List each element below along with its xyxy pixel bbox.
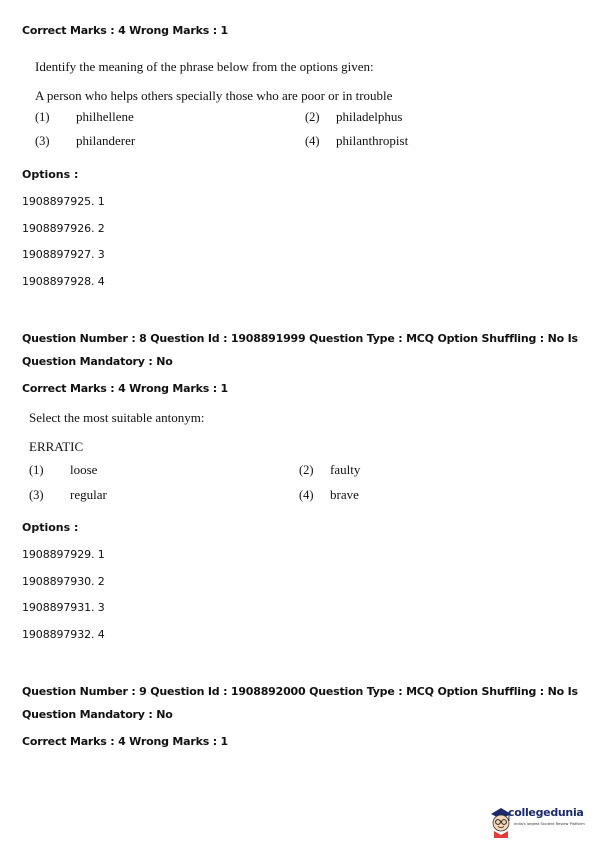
q7-phrase: A person who helps others specially those who are poor or in trouble [35, 88, 393, 103]
q7-choice-2-text: philadelphus [336, 109, 403, 124]
q8-choice-3-num: (3) [29, 488, 44, 502]
q8-options-label: Options : [22, 521, 79, 534]
q8-option-id-3: 1908897931. 3 [22, 601, 105, 614]
q7-option-id-1: 1908897925. 1 [22, 195, 105, 208]
q7-option-id-4: 1908897928. 4 [22, 275, 105, 288]
q9-header-line1: Question Number : 9 Question Id : 1908892000 Question Type : MCQ Option Shuffling : No Is [22, 685, 578, 698]
q8-choice-2-num: (2) [299, 463, 314, 477]
q7-choice-4-num: (4) [305, 134, 320, 148]
q8-choice-1-num: (1) [29, 463, 44, 477]
q8-choice-1-text: loose [70, 462, 98, 477]
collegedunia-logo [488, 805, 592, 839]
q9-marks: Correct Marks : 4 Wrong Marks : 1 [22, 735, 228, 748]
q8-header-line1: Question Number : 8 Question Id : 1908891999 Question Type : MCQ Option Shuffling : No Is [22, 332, 578, 345]
q7-choice-2-num: (2) [305, 110, 320, 124]
q8-choice-4-num: (4) [299, 488, 314, 502]
q7-option-id-2: 1908897926. 2 [22, 222, 105, 235]
q8-choice-4-text: brave [330, 487, 359, 502]
q8-header-line2: Question Mandatory : No [22, 355, 173, 368]
q7-choice-3-text: philanderer [76, 133, 136, 148]
q7-marks: Correct Marks : 4 Wrong Marks : 1 [22, 24, 228, 37]
q7-prompt: Identify the meaning of the phrase below from the options given: [35, 59, 374, 74]
q7-choice-4-text: philanthropist [336, 133, 409, 148]
q8-word: ERRATIC [29, 439, 84, 454]
q8-option-id-2: 1908897930. 2 [22, 575, 105, 588]
logo-tagline: India's largest Student Review Platform [514, 822, 585, 826]
q7-option-id-3: 1908897927. 3 [22, 248, 105, 261]
q8-choice-2-text: faulty [330, 462, 361, 477]
q8-marks: Correct Marks : 4 Wrong Marks : 1 [22, 382, 228, 395]
logo-name: collegedunia [508, 806, 584, 819]
q8-choice-3-text: regular [70, 487, 107, 502]
q7-choice-3-num: (3) [35, 134, 50, 148]
q8-prompt: Select the most suitable antonym: [29, 410, 205, 425]
q7-options-label: Options : [22, 168, 79, 181]
q7-choice-1-text: philhellene [76, 109, 134, 124]
q8-option-id-4: 1908897932. 4 [22, 628, 105, 641]
q9-header-line2: Question Mandatory : No [22, 708, 173, 721]
q7-choice-1-num: (1) [35, 110, 50, 124]
q8-option-id-1: 1908897929. 1 [22, 548, 105, 561]
